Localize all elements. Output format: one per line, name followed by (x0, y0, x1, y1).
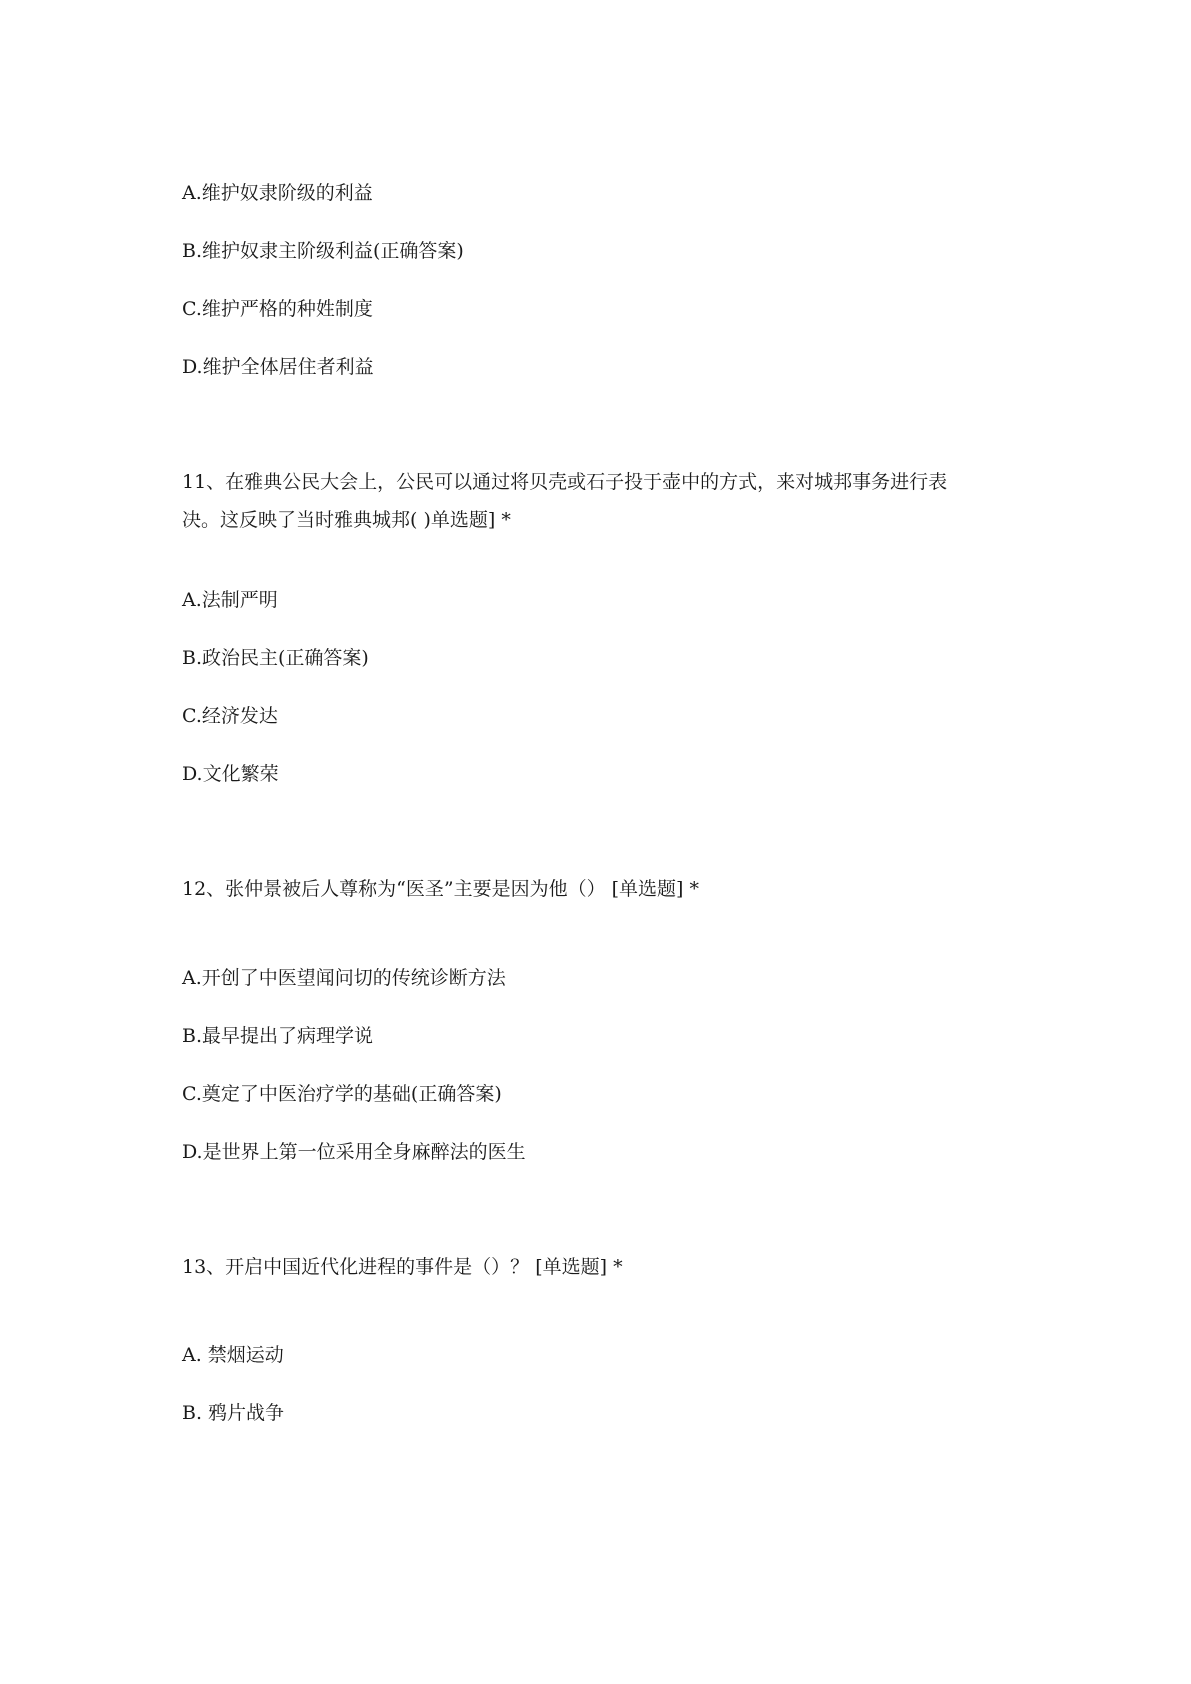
q12-option-b: B.最早提出了病理学说 (182, 1025, 374, 1047)
option-a-prev: A.维护奴隶阶级的利益 (182, 182, 373, 204)
q12-option-c: C.奠定了中医治疗学的基础(正确答案) (182, 1083, 502, 1105)
q11-option-b: B.政治民主(正确答案) (182, 647, 369, 669)
q11-option-d: D.文化繁荣 (182, 763, 279, 785)
question-11-stem-line1: 11、在雅典公民大会上，公民可以通过将贝壳或石子投于壶中的方式，来对城邦事务进行表 (182, 471, 948, 493)
q12-option-d: D.是世界上第一位采用全身麻醉法的医生 (182, 1141, 526, 1163)
option-d-prev: D.维护全体居住者利益 (182, 356, 374, 378)
option-c-prev: C.维护严格的种姓制度 (182, 298, 373, 320)
q12-option-a: A.开创了中医望闻问切的传统诊断方法 (182, 967, 506, 989)
question-13-stem: 13、开启中国近代化进程的事件是（）？ [单选题] * (182, 1256, 623, 1278)
question-11-stem-line2: 决。这反映了当时雅典城邦( )单选题] * (182, 509, 511, 531)
q13-option-b: B. 鸦片战争 (182, 1402, 285, 1424)
q11-option-a: A.法制严明 (182, 589, 278, 611)
option-b-prev: B.维护奴隶主阶级利益(正确答案) (182, 240, 464, 262)
q11-option-c: C.经济发达 (182, 705, 278, 727)
question-12-stem: 12、张仲景被后人尊称为“医圣”主要是因为他（） [单选题] * (182, 878, 700, 900)
q13-option-a: A. 禁烟运动 (182, 1344, 284, 1366)
